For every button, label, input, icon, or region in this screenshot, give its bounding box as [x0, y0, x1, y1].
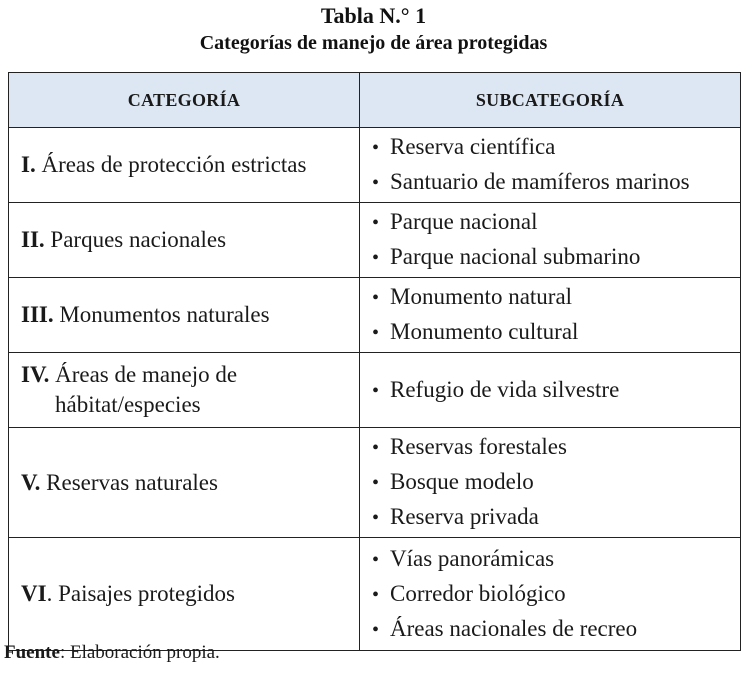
list-item [372, 542, 740, 577]
bullet-icon: • [372, 322, 380, 344]
table-row [9, 278, 741, 353]
bullet-icon: • [372, 548, 380, 571]
subcategory-label: Bosque modelo [390, 469, 534, 494]
subcategory-label: Santuario de mamíferos marinos [390, 169, 690, 194]
subcategory-cell [360, 538, 741, 651]
table-row [9, 428, 741, 538]
table-row [9, 128, 741, 203]
subcategory-label: Refugio de vida silvestre [390, 376, 620, 402]
subcategory-label: Parque nacional submarino [390, 244, 641, 269]
bullet-icon: • [372, 137, 380, 159]
category-name: Áreas de manejo de [49, 362, 238, 387]
subcategory-cell [360, 128, 741, 203]
table-title: Tabla N.° 1 [320, 3, 427, 28]
list-item [372, 500, 740, 535]
table-row [9, 353, 741, 428]
bullet-icon: • [372, 379, 380, 402]
header-subcategoria: SUBCATEGORÍA [360, 73, 741, 128]
category-name: Reservas naturales [40, 469, 218, 495]
subcategory-label: Vías panorámicas [390, 545, 555, 571]
header-row [9, 73, 741, 128]
list-item [372, 577, 740, 612]
subcategory-cell [360, 353, 741, 428]
subcategory-label: Corredor biológico [390, 580, 566, 606]
subcategory-label: Monumento cultural [390, 319, 579, 344]
header-categoria: CATEGORÍA [9, 73, 360, 128]
subcategory-label: Parque nacional [390, 209, 538, 234]
list-item [372, 165, 740, 200]
bullet-icon: • [372, 247, 380, 269]
bullet-icon: • [372, 618, 380, 641]
bullet-icon: • [372, 472, 380, 494]
table-subtitle: Categorías de manejo de área protegidas [199, 32, 548, 54]
category-name: Parques nacionales [44, 227, 227, 252]
category-number: II. [21, 227, 45, 252]
category-number: IV. [21, 362, 50, 387]
category-cell [9, 538, 360, 651]
category-cell [9, 203, 360, 278]
table-row [9, 538, 741, 651]
subcategory-label: Reserva científica [390, 134, 556, 159]
source-note [4, 642, 220, 664]
bullet-icon: • [372, 437, 380, 459]
bullet-icon: • [372, 212, 380, 234]
list-item [372, 612, 740, 647]
bullet-icon: • [372, 507, 380, 529]
subcategory-cell [360, 428, 741, 538]
category-name: Áreas de protección estrictas [35, 152, 307, 177]
list-item [372, 130, 740, 165]
subcategory-label: Reservas forestales [390, 434, 567, 459]
category-name-continued: hábitat/especies [55, 392, 201, 417]
bullet-icon: • [372, 583, 380, 606]
bullet-icon: • [372, 287, 380, 309]
category-cell [9, 353, 360, 428]
list-item [372, 205, 740, 240]
list-item [372, 373, 740, 408]
list-item [372, 465, 740, 500]
list-item [372, 315, 740, 350]
subcategory-cell [360, 203, 741, 278]
category-number: VI [21, 581, 47, 606]
category-number: III. [21, 302, 54, 327]
subcategory-label: Monumento natural [390, 284, 573, 309]
list-item [372, 430, 740, 465]
list-item [372, 280, 740, 315]
category-name: . Paisajes protegidos [46, 581, 236, 606]
subcategory-cell [360, 278, 741, 353]
category-cell [9, 128, 360, 203]
source-label: Fuente [4, 642, 60, 663]
category-cell [9, 428, 360, 538]
category-number: I. [21, 152, 36, 177]
subcategory-label: Reserva privada [390, 504, 539, 529]
source-text: : Elaboración propia. [59, 642, 220, 663]
subcategory-label: Áreas nacionales de recreo [390, 615, 638, 641]
category-cell [9, 278, 360, 353]
table-row [9, 203, 741, 278]
categories-table [8, 72, 741, 651]
category-number: V. [21, 469, 41, 495]
bullet-icon: • [372, 172, 380, 194]
list-item [372, 240, 740, 275]
category-name: Monumentos naturales [53, 302, 270, 327]
